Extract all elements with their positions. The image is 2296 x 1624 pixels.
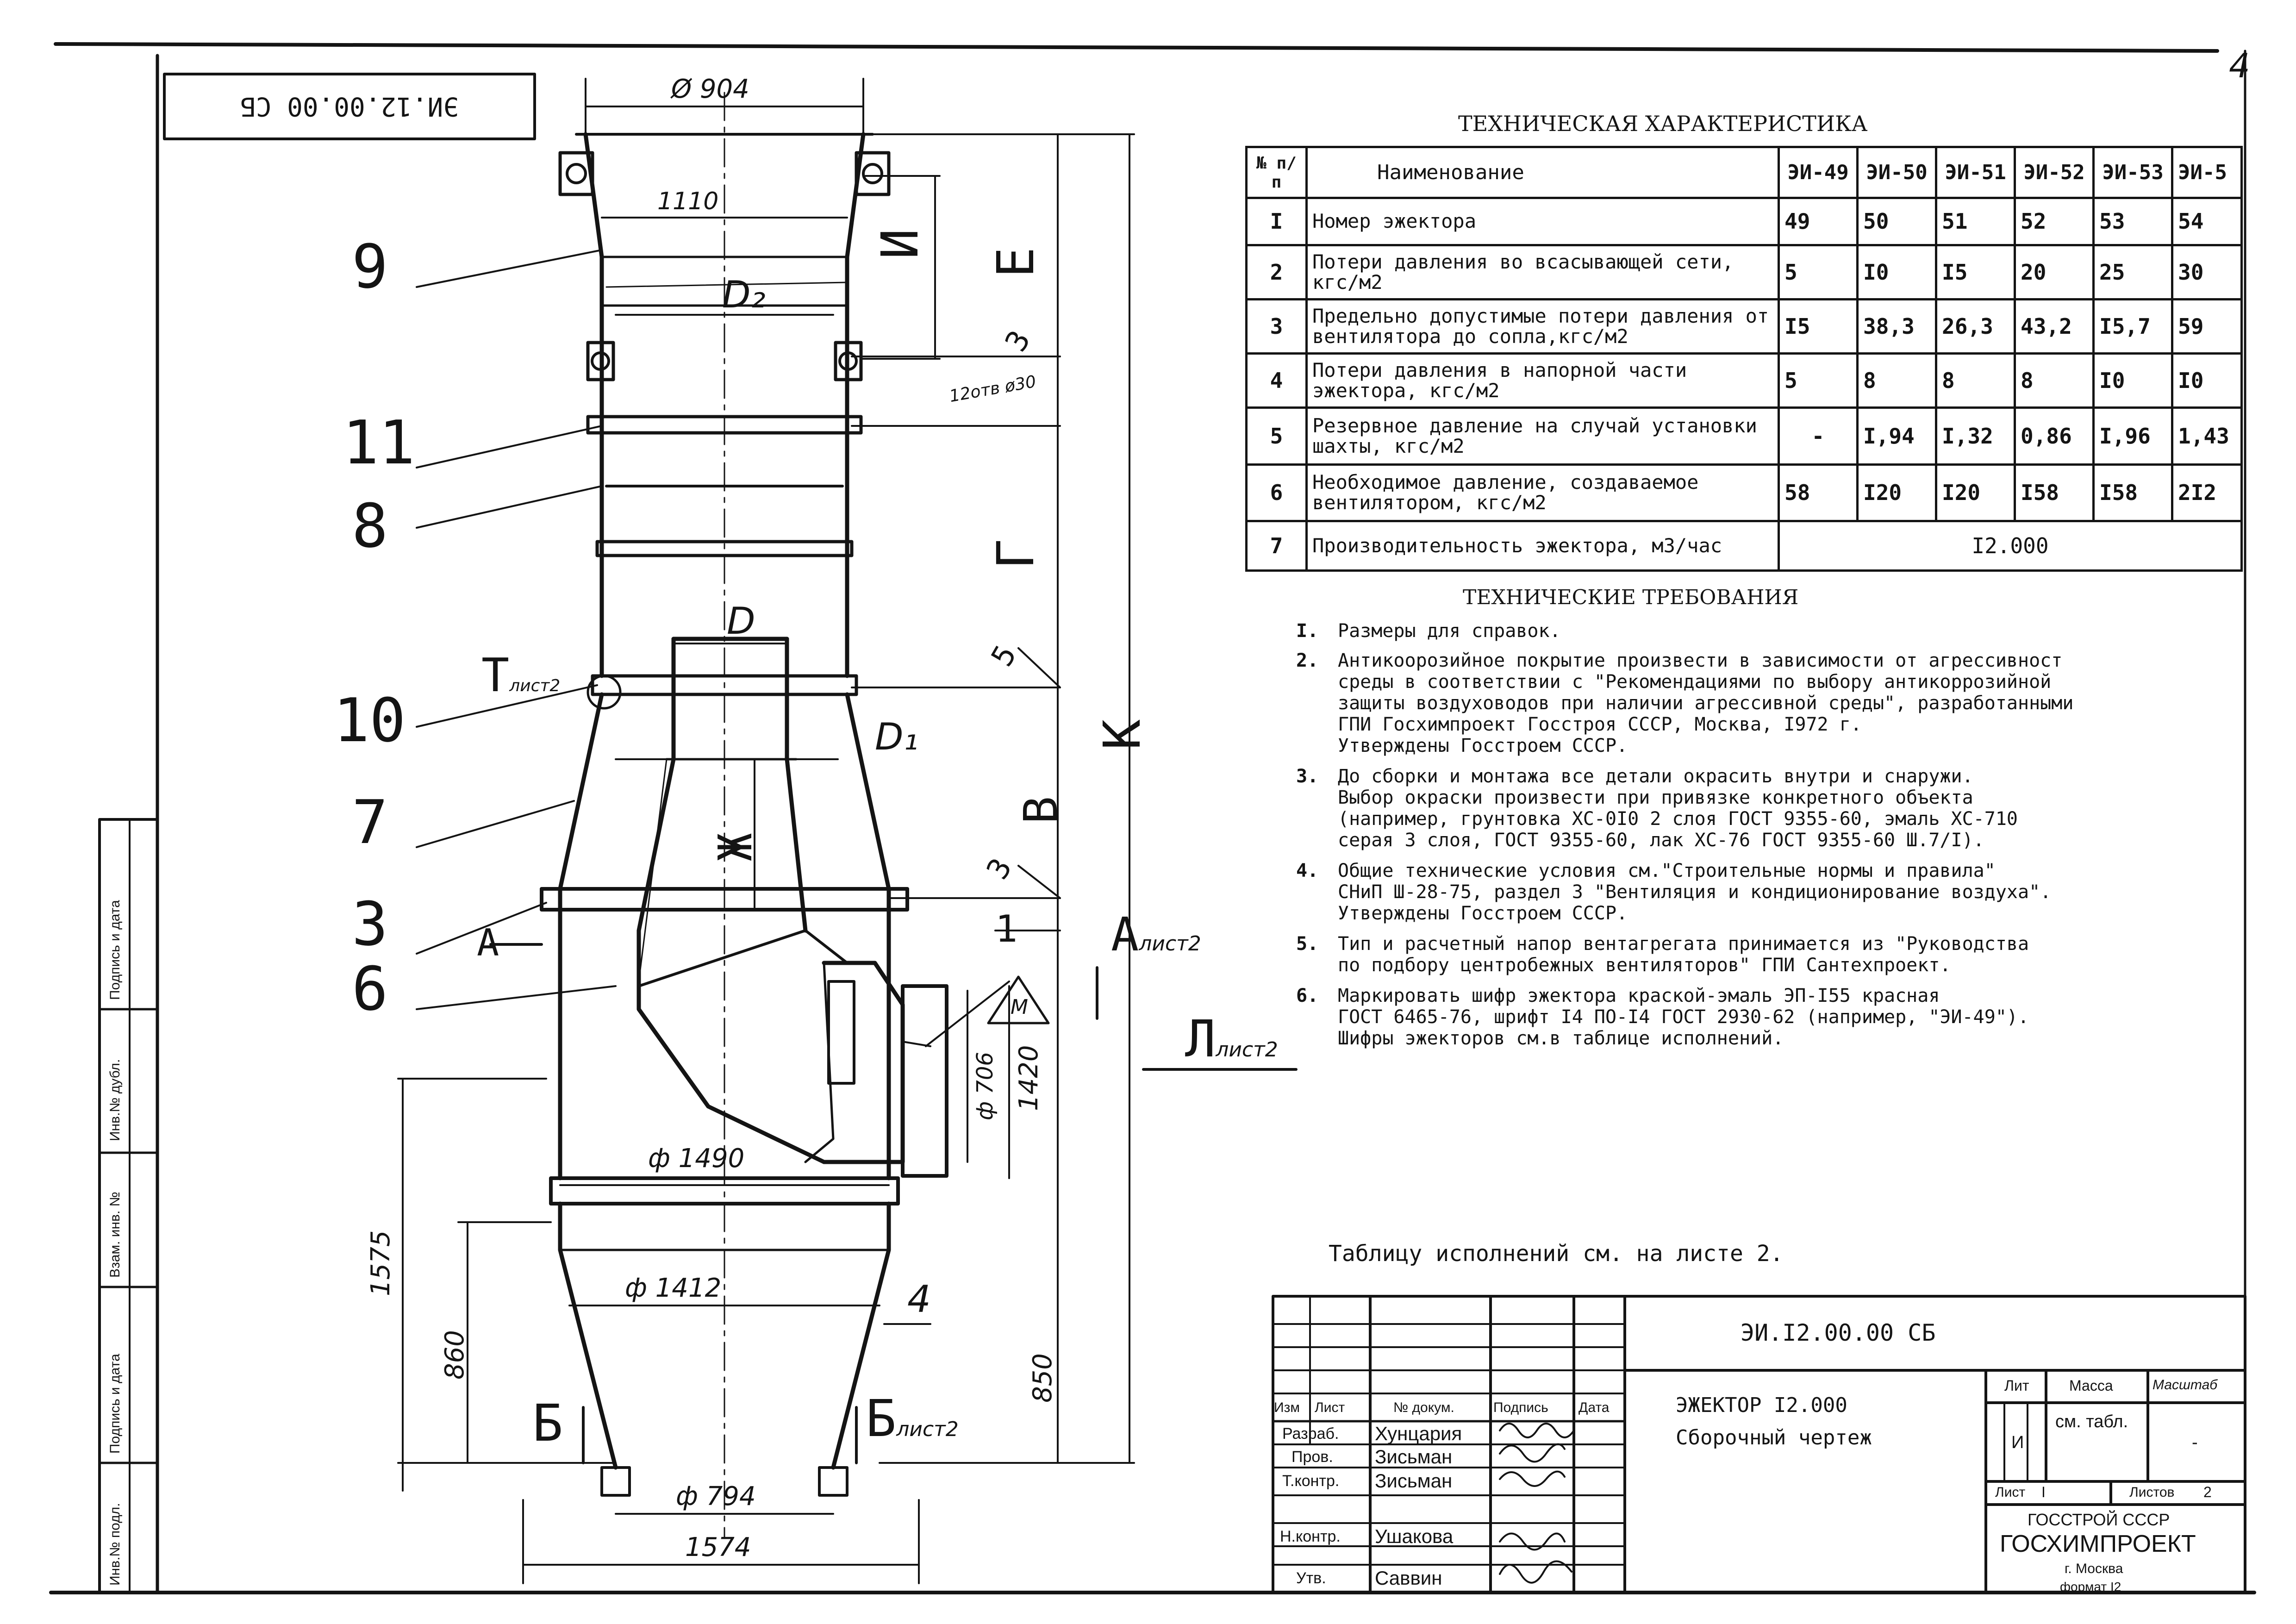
mass-value: см. табл. [2055,1412,2128,1431]
req-line: Антикоорозийное покрытие произвести в зависимости от агрессивност [1338,650,2063,671]
req-number: 6. [1296,985,1319,1006]
position-8: 8 [352,491,388,561]
dim-Zh: Ж [708,833,762,861]
section-A: Алист2 [1111,907,1201,962]
req-line: ГПИ Госхимпроект Госстроя СССР, Москва, I972 г. [1338,714,1862,735]
dim-1420: 1420 [1014,1045,1044,1111]
req-line: по подбору центробежных вентиляторов" ГПИ Сантехпроект. [1338,955,1951,976]
req-line: Утверждены Госстроем СССР. [1338,735,1628,756]
role-razrab: Разраб. [1282,1425,1339,1443]
dim-860: 860 [440,1330,470,1380]
req-line: Общие технические условия см."Строительные нормы и правила" [1338,860,1996,881]
dim-holes: 12отв ø30 [948,372,1038,406]
col-docnum: № докум. [1393,1400,1454,1415]
col-ei53: ЭИ-53 [2094,147,2172,198]
ejector-body [542,134,947,1495]
sheets-value: 2 [2203,1484,2212,1500]
req-number: 3. [1296,766,1319,787]
org-goshimproekt: ГОСХИМПРОЕКТ [2000,1530,2196,1557]
rotated-stamp: ЭИ.12.00.00 СБ [240,91,459,122]
req-line: среды в соответствии с "Рекомендациями по выбору антикоррозийной [1338,671,2052,693]
col-num: № п/п [1247,147,1307,198]
sheet-number: 4 [2229,46,2250,85]
req-line: СНиП Ш-28-75, раздел 3 "Вентиляция и кондиционирование воздуха". [1338,881,2052,903]
req-line: защиты воздуховодов при наличии агрессивной среды", разработанными [1338,693,2074,714]
section-A-left: А [477,921,499,964]
section-T: Тлист2 [481,648,561,702]
role-nkontr: Н.контр. [1280,1528,1341,1545]
name-razrab: Хунцария [1375,1423,1462,1444]
sheet-label: Лист [1995,1485,2026,1500]
org-city: г. Москва [2065,1561,2123,1576]
dim-D: D [727,600,755,643]
sheet-format: формат I2 [2060,1580,2121,1594]
table-row: 5 Резервное давление на случай установки шахты, кгс/м2 - I,94 I,32 0,86 I,96 1,43 [1247,408,2242,464]
tech-req-note: Таблицу исполнений см. на листе 2. [1329,1241,1784,1267]
col-date: Дата [1578,1400,1610,1415]
col-name: Наименование [1307,147,1779,198]
req-line: Утверждены Госстроем СССР. [1338,903,1628,924]
dim-V: В [1014,796,1068,824]
dim-E: Е [986,247,1045,278]
mass-label: Масса [2069,1377,2113,1394]
dim-D1: D₁ [875,715,918,758]
name-tkontr: Зисьман [1375,1470,1453,1492]
dim-1110: 1110 [657,187,719,215]
req-line: ГОСТ 6465-76, шрифт I4 ПО-I4 ГОСТ 2930-62 (например, "ЭИ-49"). [1338,1006,2029,1028]
col-ei50: ЭИ-50 [1858,147,1936,198]
req-line: Шифры эжекторов см.в таблице исполнений. [1338,1028,1784,1049]
dim-d794: ф 794 [676,1481,756,1512]
table-row: 4 Потери давления в напорной части эжектора, кгс/м2 5 8 8 8 I0 I0 [1247,354,2242,408]
sidebar-label-5: Инв.№ подл. [107,1503,123,1586]
position-5: 5 [985,639,1023,673]
dim-I: И [870,228,930,259]
col-ei51: ЭИ-51 [1936,147,2015,198]
req-number: 5. [1296,933,1319,955]
org-gosstroy: ГОССТРОЙ СССР [2028,1510,2170,1529]
sidebar-label-4: Подпись и дата [107,1354,123,1454]
dim-1575: 1575 [366,1230,396,1296]
sheets-label: Листов [2129,1485,2175,1500]
dim-1574: 1574 [685,1532,751,1562]
table-row: 6 Необходимое давление, создаваемое вентилятором, кгс/м2 58 I20 I20 I58 I58 2I2 [1247,464,2242,521]
dim-d904: Ø 904 [671,74,749,104]
frame-top-line [56,44,2217,51]
position-1: 1 [995,907,1018,950]
position-3b: 3 [998,325,1037,358]
table-row: I Номер эжектора 49 50 51 52 53 54 [1247,198,2242,245]
table-row: 2 Потери давления во всасывающей сети, кгс/м2 5 I0 I5 20 25 30 [1247,245,2242,299]
position-9: 9 [352,231,388,302]
req-line: Маркировать шифр эжектора краской-эмаль ЭП-I55 красная [1338,985,1940,1006]
lit-value: И [2011,1433,2024,1452]
req-number: I. [1296,620,1319,642]
name-nkontr: Ушакова [1375,1525,1454,1547]
col-ei49: ЭИ-49 [1779,147,1858,198]
sidebar-label-1: Подпись и дата [107,900,123,1000]
col-izm: Изм [1274,1400,1300,1415]
role-tkontr: Т.контр. [1282,1472,1340,1490]
req-line: Тип и расчетный напор вентагрегата принимается из "Руководства [1338,933,2029,955]
name-prov: Зисьман [1375,1446,1453,1468]
col-list: Лист [1315,1400,1345,1415]
doc-code: ЭИ.I2.00.00 СБ [1741,1319,1936,1346]
table-row: 7 Производительность эжектора, м3/час I2.000 [1247,521,2242,570]
lit-label: Лит [2004,1377,2029,1394]
doc-type: Сборочный чертеж [1676,1426,1872,1449]
scale-value: - [2192,1433,2198,1452]
position-4: 4 [907,1278,931,1321]
col-ei52: ЭИ-52 [2015,147,2094,198]
position-11: 11 [343,407,415,478]
position-3a: 3 [352,889,388,959]
section-B-left: Б [532,1393,563,1453]
dim-d1490: ф 1490 [648,1143,745,1174]
col-ei5x: ЭИ-5 [2172,147,2242,198]
position-3c: 3 [980,852,1019,886]
dim-G: Г [986,538,1045,569]
tech-char-title: ТЕХНИЧЕСКАЯ ХАРАКТЕРИСТИКА [1458,111,1868,136]
dim-d1412: ф 1412 [625,1273,722,1303]
req-number: 4. [1296,860,1319,881]
sidebar-label-3: Взам. инв. № [107,1192,123,1278]
req-line: Выбор окраски произвести при привязке конкретного объекта [1338,787,1973,808]
signatures [1500,1424,1574,1583]
dim-D2: D₂ [722,273,766,316]
sheet-value: I [2041,1484,2046,1500]
dim-850: 850 [1028,1353,1058,1403]
position-7: 7 [352,787,388,857]
col-sign: Подпись [1493,1400,1548,1415]
section-B: Блист2 [866,1389,959,1448]
position-10: 10 [333,685,406,756]
req-line: серая 3 слоя, ГОСТ 9355-60, лак ХС-76 ГОСТ 9355-60 Ш.7/I). [1338,830,1984,851]
name-utv: Саввин [1375,1567,1442,1589]
req-line: Размеры для справок. [1338,620,1561,642]
weld-mark: М [1011,995,1028,1019]
req-line: До сборки и монтажа все детали окрасить внутри и снаружи. [1338,766,1973,787]
dim-K: К [1092,719,1152,750]
req-line: (например, грунтовка ХС-0I0 2 слоя ГОСТ 9355-60, эмаль ХС-710 [1338,808,2018,830]
scale-label: Масштаб [2152,1377,2218,1393]
product-name: ЭЖЕКТОР I2.000 [1676,1393,1847,1417]
position-6: 6 [352,954,388,1024]
section-L: Ллист2 [1185,1009,1278,1068]
dim-d706: ф 706 [972,1052,998,1120]
tech-req-title: ТЕХНИЧЕСКИЕ ТРЕБОВАНИЯ [1463,586,1799,609]
req-number: 2. [1296,650,1319,671]
role-prov: Пров. [1292,1448,1333,1466]
role-utv: Утв. [1296,1569,1326,1587]
table-row: 3 Предельно допустимые потери давления от вентилятора до сопла,кгс/м2 I5 38,3 26,3 43,2 I5,7 59 [1247,300,2242,354]
sidebar-label-2: Инв.№ дубл. [107,1059,123,1141]
tech-char-table [1245,146,2243,572]
